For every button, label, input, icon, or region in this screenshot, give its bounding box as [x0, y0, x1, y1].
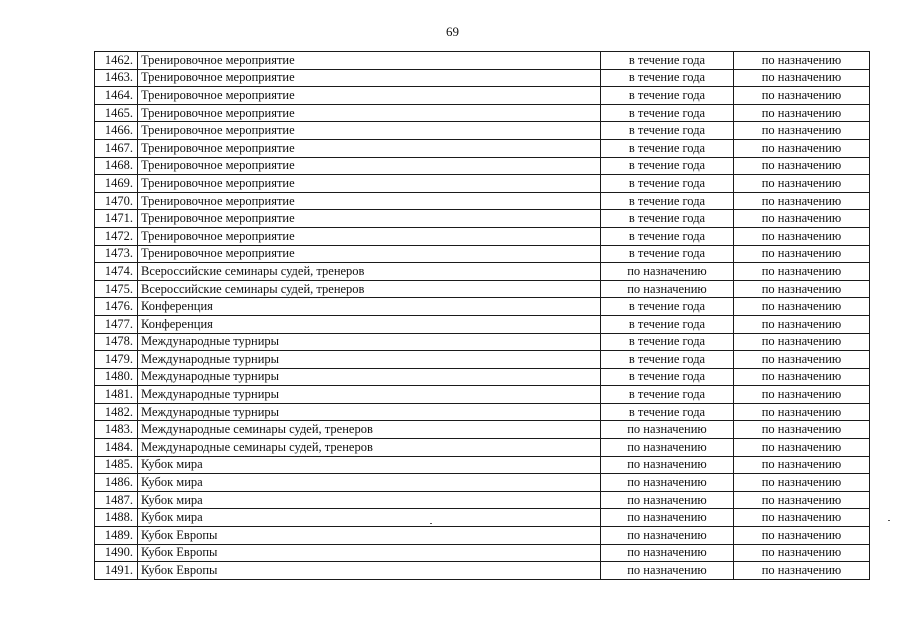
- table-row: [95, 403, 870, 421]
- row-number: 1466.: [95, 122, 138, 140]
- event-term: по назначению: [601, 527, 734, 545]
- event-name: Тренировочное мероприятие: [138, 227, 601, 245]
- event-name: Тренировочное мероприятие: [138, 104, 601, 122]
- row-number: 1486.: [95, 474, 138, 492]
- table-row: [95, 69, 870, 87]
- table-row: [95, 227, 870, 245]
- event-name: Всероссийские семинары судей, тренеров: [138, 280, 601, 298]
- event-place: по назначению: [734, 157, 870, 175]
- row-number: 1468.: [95, 157, 138, 175]
- event-term: в течение года: [601, 333, 734, 351]
- event-place: по назначению: [734, 175, 870, 193]
- event-name: Конференция: [138, 298, 601, 316]
- scan-speck: [888, 520, 890, 521]
- table-row: [95, 87, 870, 105]
- scan-speck: [430, 523, 432, 524]
- table-row: [95, 439, 870, 457]
- event-name: Кубок мира: [138, 474, 601, 492]
- table-row: [95, 351, 870, 369]
- event-name: Всероссийские семинары судей, тренеров: [138, 263, 601, 281]
- row-number: 1479.: [95, 351, 138, 369]
- event-term: в течение года: [601, 403, 734, 421]
- event-name: Международные семинары судей, тренеров: [138, 439, 601, 457]
- row-number: 1476.: [95, 298, 138, 316]
- row-number: 1465.: [95, 104, 138, 122]
- event-place: по назначению: [734, 52, 870, 70]
- event-place: по назначению: [734, 439, 870, 457]
- event-place: по назначению: [734, 298, 870, 316]
- event-place: по назначению: [734, 69, 870, 87]
- table-row: [95, 263, 870, 281]
- table-row: [95, 157, 870, 175]
- event-term: в течение года: [601, 210, 734, 228]
- row-number: 1489.: [95, 527, 138, 545]
- event-term: в течение года: [601, 122, 734, 140]
- event-term: по назначению: [601, 280, 734, 298]
- event-term: в течение года: [601, 157, 734, 175]
- event-term: в течение года: [601, 298, 734, 316]
- row-number: 1470.: [95, 192, 138, 210]
- event-term: в течение года: [601, 52, 734, 70]
- row-number: 1484.: [95, 439, 138, 457]
- event-term: по назначению: [601, 421, 734, 439]
- table-row: [95, 139, 870, 157]
- event-place: по назначению: [734, 263, 870, 281]
- event-term: по назначению: [601, 456, 734, 474]
- row-number: 1490.: [95, 544, 138, 562]
- row-number: 1485.: [95, 456, 138, 474]
- event-term: в течение года: [601, 175, 734, 193]
- row-number: 1482.: [95, 403, 138, 421]
- row-number: 1478.: [95, 333, 138, 351]
- event-name: Международные турниры: [138, 386, 601, 404]
- row-number: 1488.: [95, 509, 138, 527]
- event-name: Тренировочное мероприятие: [138, 52, 601, 70]
- row-number: 1474.: [95, 263, 138, 281]
- events-table: [94, 51, 870, 580]
- row-number: 1475.: [95, 280, 138, 298]
- event-name: Международные турниры: [138, 351, 601, 369]
- event-term: по назначению: [601, 509, 734, 527]
- event-place: по назначению: [734, 139, 870, 157]
- event-name: Тренировочное мероприятие: [138, 175, 601, 193]
- table-row: [95, 562, 870, 580]
- events-table-body: [95, 52, 870, 580]
- event-place: по назначению: [734, 122, 870, 140]
- event-name: Кубок мира: [138, 456, 601, 474]
- table-row: [95, 280, 870, 298]
- event-place: по назначению: [734, 104, 870, 122]
- table-row: [95, 210, 870, 228]
- table-row: [95, 122, 870, 140]
- event-place: по назначению: [734, 227, 870, 245]
- event-place: по назначению: [734, 315, 870, 333]
- event-term: в течение года: [601, 192, 734, 210]
- event-place: по назначению: [734, 333, 870, 351]
- event-name: Тренировочное мероприятие: [138, 192, 601, 210]
- event-place: по назначению: [734, 210, 870, 228]
- event-term: в течение года: [601, 227, 734, 245]
- table-row: [95, 544, 870, 562]
- event-place: по назначению: [734, 544, 870, 562]
- row-number: 1467.: [95, 139, 138, 157]
- event-place: по назначению: [734, 245, 870, 263]
- row-number: 1483.: [95, 421, 138, 439]
- table-row: [95, 333, 870, 351]
- event-place: по назначению: [734, 509, 870, 527]
- row-number: 1471.: [95, 210, 138, 228]
- row-number: 1480.: [95, 368, 138, 386]
- table-row: [95, 421, 870, 439]
- event-name: Тренировочное мероприятие: [138, 122, 601, 140]
- event-name: Кубок Европы: [138, 562, 601, 580]
- table-row: [95, 192, 870, 210]
- event-name: Кубок мира: [138, 509, 601, 527]
- table-row: [95, 491, 870, 509]
- event-name: Кубок Европы: [138, 544, 601, 562]
- event-name: Тренировочное мероприятие: [138, 245, 601, 263]
- event-term: по назначению: [601, 491, 734, 509]
- event-term: по назначению: [601, 562, 734, 580]
- row-number: 1477.: [95, 315, 138, 333]
- table-row: [95, 509, 870, 527]
- table-row: [95, 245, 870, 263]
- event-place: по назначению: [734, 527, 870, 545]
- event-name: Тренировочное мероприятие: [138, 157, 601, 175]
- event-name: Международные турниры: [138, 403, 601, 421]
- event-name: Конференция: [138, 315, 601, 333]
- row-number: 1464.: [95, 87, 138, 105]
- event-name: Международные семинары судей, тренеров: [138, 421, 601, 439]
- event-term: в течение года: [601, 386, 734, 404]
- event-name: Международные турниры: [138, 333, 601, 351]
- table-row: [95, 368, 870, 386]
- event-term: по назначению: [601, 474, 734, 492]
- page-number: 69: [446, 24, 459, 39]
- table-row: [95, 527, 870, 545]
- event-place: по назначению: [734, 456, 870, 474]
- event-name: Тренировочное мероприятие: [138, 87, 601, 105]
- table-row: [95, 175, 870, 193]
- event-term: по назначению: [601, 263, 734, 281]
- event-place: по назначению: [734, 386, 870, 404]
- event-place: по назначению: [734, 403, 870, 421]
- event-name: Тренировочное мероприятие: [138, 210, 601, 228]
- event-term: в течение года: [601, 315, 734, 333]
- table-row: [95, 315, 870, 333]
- event-term: в течение года: [601, 351, 734, 369]
- event-name: Тренировочное мероприятие: [138, 69, 601, 87]
- table-row: [95, 298, 870, 316]
- event-term: в течение года: [601, 87, 734, 105]
- table-row: [95, 474, 870, 492]
- event-place: по назначению: [734, 562, 870, 580]
- row-number: 1481.: [95, 386, 138, 404]
- event-place: по назначению: [734, 192, 870, 210]
- event-name: Кубок Европы: [138, 527, 601, 545]
- event-name: Международные турниры: [138, 368, 601, 386]
- table-row: [95, 456, 870, 474]
- event-place: по назначению: [734, 491, 870, 509]
- row-number: 1469.: [95, 175, 138, 193]
- event-place: по назначению: [734, 351, 870, 369]
- event-term: по назначению: [601, 439, 734, 457]
- event-term: в течение года: [601, 245, 734, 263]
- event-term: в течение года: [601, 368, 734, 386]
- row-number: 1491.: [95, 562, 138, 580]
- event-name: Тренировочное мероприятие: [138, 139, 601, 157]
- row-number: 1487.: [95, 491, 138, 509]
- event-place: по назначению: [734, 87, 870, 105]
- row-number: 1473.: [95, 245, 138, 263]
- event-place: по назначению: [734, 280, 870, 298]
- event-term: в течение года: [601, 69, 734, 87]
- event-place: по назначению: [734, 474, 870, 492]
- event-term: в течение года: [601, 139, 734, 157]
- event-term: по назначению: [601, 544, 734, 562]
- event-place: по назначению: [734, 421, 870, 439]
- row-number: 1463.: [95, 69, 138, 87]
- row-number: 1472.: [95, 227, 138, 245]
- event-term: в течение года: [601, 104, 734, 122]
- table-row: [95, 386, 870, 404]
- event-place: по назначению: [734, 368, 870, 386]
- table-row: [95, 104, 870, 122]
- event-name: Кубок мира: [138, 491, 601, 509]
- table-row: [95, 52, 870, 70]
- row-number: 1462.: [95, 52, 138, 70]
